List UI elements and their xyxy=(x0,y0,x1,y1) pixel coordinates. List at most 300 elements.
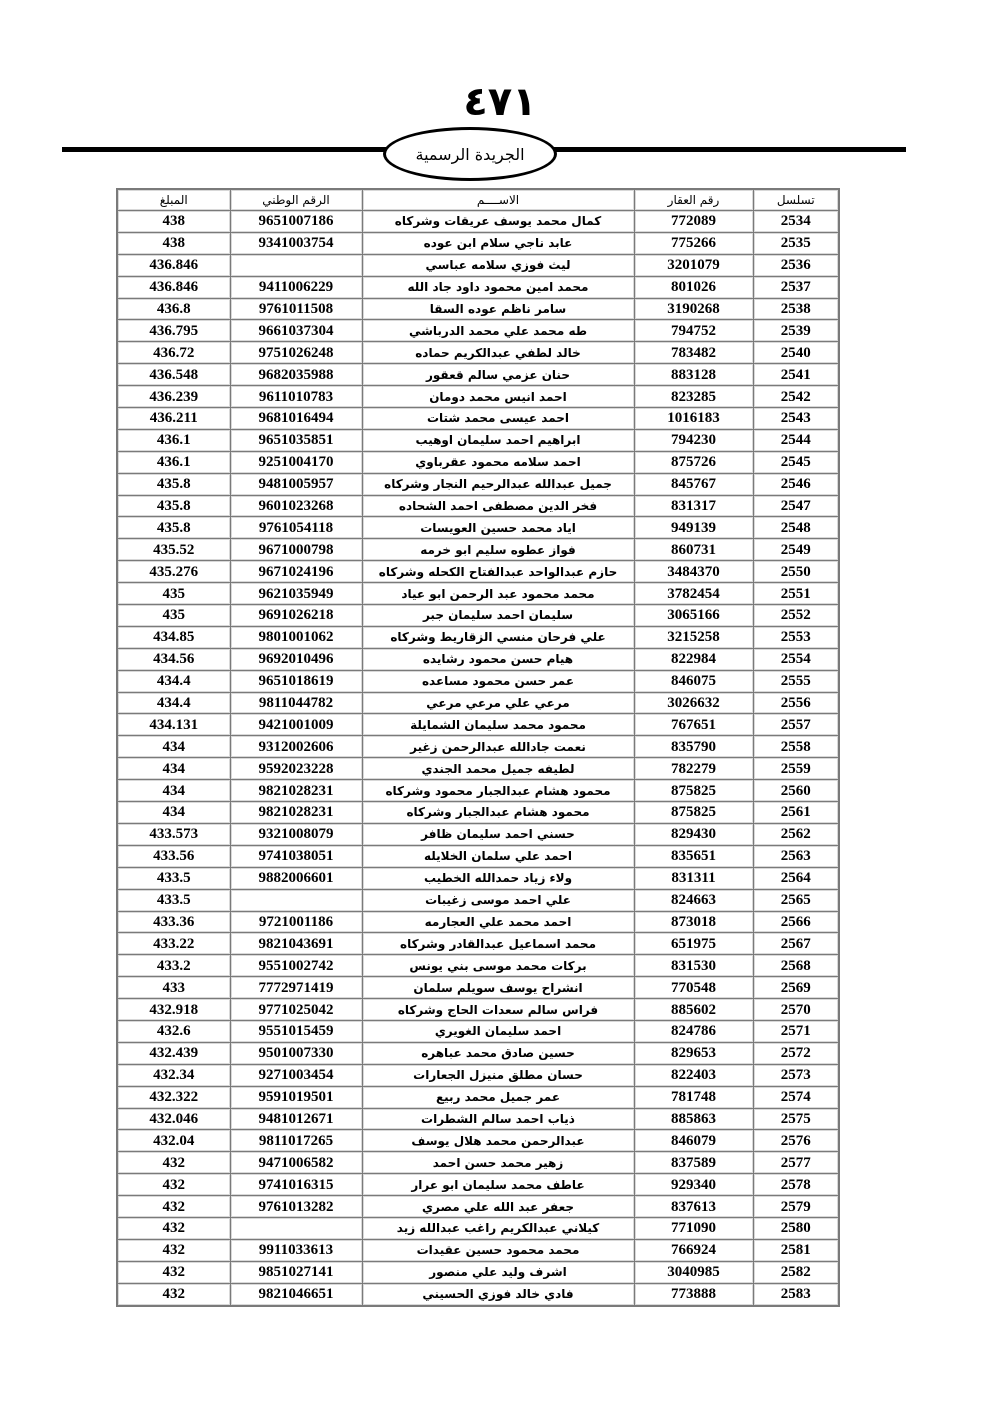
cell-name: اياد محمد حسين العويسات xyxy=(362,517,634,539)
table-row xyxy=(117,736,839,758)
cell-serial: 2549 xyxy=(753,539,839,561)
cell-national-id: 9741016315 xyxy=(230,1174,362,1196)
cell-serial: 2543 xyxy=(753,408,839,430)
cell-amount: 435.8 xyxy=(117,517,230,539)
cell-amount: 433.2 xyxy=(117,955,230,977)
table-row xyxy=(117,408,839,430)
cell-national-id: 9501007330 xyxy=(230,1042,362,1064)
table-row xyxy=(117,1086,839,1108)
cell-national-id: 9651035851 xyxy=(230,429,362,451)
cell-amount: 435.276 xyxy=(117,561,230,583)
cell-national-id: 9592023228 xyxy=(230,758,362,780)
cell-amount: 433.22 xyxy=(117,933,230,955)
cell-serial: 2563 xyxy=(753,845,839,867)
table-row xyxy=(117,539,839,561)
cell-amount: 432.04 xyxy=(117,1130,230,1152)
property-ledger-table xyxy=(116,188,840,1307)
cell-national-id: 9651018619 xyxy=(230,670,362,692)
cell-amount: 433.56 xyxy=(117,845,230,867)
cell-serial: 2538 xyxy=(753,298,839,320)
cell-name: كيلاني عبدالكريم راغب عبدالله زيد xyxy=(362,1217,634,1239)
table-row xyxy=(117,429,839,451)
cell-property-no: 835651 xyxy=(634,845,753,867)
cell-amount: 435.52 xyxy=(117,539,230,561)
cell-amount: 432 xyxy=(117,1283,230,1305)
table-row xyxy=(117,561,839,583)
cell-serial: 2554 xyxy=(753,648,839,670)
cell-name: زهير محمد حسن احمد xyxy=(362,1152,634,1174)
cell-amount: 436.239 xyxy=(117,386,230,408)
cell-national-id: 9611010783 xyxy=(230,386,362,408)
cell-property-no: 949139 xyxy=(634,517,753,539)
table-row xyxy=(117,1239,839,1261)
cell-national-id: 9741038051 xyxy=(230,845,362,867)
cell-serial: 2583 xyxy=(753,1283,839,1305)
cell-amount: 434.4 xyxy=(117,670,230,692)
cell-property-no: 822984 xyxy=(634,648,753,670)
cell-amount: 436.846 xyxy=(117,276,230,298)
cell-national-id: 9821046651 xyxy=(230,1283,362,1305)
cell-serial: 2575 xyxy=(753,1108,839,1130)
cell-property-no: 875825 xyxy=(634,780,753,802)
cell-national-id: 9811044782 xyxy=(230,692,362,714)
cell-national-id: 7772971419 xyxy=(230,977,362,999)
cell-name: ذياب احمد سالم الشطرات xyxy=(362,1108,634,1130)
cell-serial: 2569 xyxy=(753,977,839,999)
cell-property-no: 875726 xyxy=(634,451,753,473)
table-row xyxy=(117,977,839,999)
cell-name: مرعي علي مرعي مرعي xyxy=(362,692,634,714)
cell-serial: 2539 xyxy=(753,320,839,342)
cell-name: طه محمد علي محمد الدرباشي xyxy=(362,320,634,342)
cell-amount: 434 xyxy=(117,758,230,780)
cell-national-id: 9821028231 xyxy=(230,780,362,802)
cell-property-no: 837613 xyxy=(634,1196,753,1218)
cell-property-no: 873018 xyxy=(634,911,753,933)
table-row xyxy=(117,867,839,889)
cell-amount: 434 xyxy=(117,736,230,758)
cell-serial: 2574 xyxy=(753,1086,839,1108)
table-row xyxy=(117,451,839,473)
cell-name: لطيفه جميل محمد الجندي xyxy=(362,758,634,780)
cell-serial: 2545 xyxy=(753,451,839,473)
cell-name: ليث فوزي سلامه عباسي xyxy=(362,254,634,276)
cell-property-no: 781748 xyxy=(634,1086,753,1108)
cell-property-no: 770548 xyxy=(634,977,753,999)
cell-serial: 2565 xyxy=(753,889,839,911)
cell-amount: 433.5 xyxy=(117,889,230,911)
header-national-id: الرقم الوطني xyxy=(230,189,362,211)
cell-national-id: 9481005957 xyxy=(230,473,362,495)
cell-serial: 2564 xyxy=(753,867,839,889)
cell-national-id: 9761054118 xyxy=(230,517,362,539)
cell-property-no: 775266 xyxy=(634,232,753,254)
cell-amount: 434.56 xyxy=(117,648,230,670)
cell-serial: 2536 xyxy=(753,254,839,276)
cell-national-id: 9882006601 xyxy=(230,867,362,889)
table-row xyxy=(117,933,839,955)
cell-property-no: 794230 xyxy=(634,429,753,451)
cell-name: عابد ناجي سلام ابن عوده xyxy=(362,232,634,254)
cell-amount: 436.548 xyxy=(117,364,230,386)
cell-name: عمر جميل محمد ربيع xyxy=(362,1086,634,1108)
cell-serial: 2573 xyxy=(753,1064,839,1086)
cell-name: حسان مطلق منيزل الجعارات xyxy=(362,1064,634,1086)
cell-name: عمر حسن محمود مساعده xyxy=(362,670,634,692)
cell-property-no: 783482 xyxy=(634,342,753,364)
cell-serial: 2570 xyxy=(753,999,839,1021)
cell-property-no: 837589 xyxy=(634,1152,753,1174)
cell-amount: 434 xyxy=(117,780,230,802)
cell-serial: 2581 xyxy=(753,1239,839,1261)
cell-property-no: 831317 xyxy=(634,495,753,517)
cell-property-no: 829430 xyxy=(634,823,753,845)
cell-property-no: 824663 xyxy=(634,889,753,911)
cell-name: انشراح يوسف سويلم سلمان xyxy=(362,977,634,999)
cell-serial: 2559 xyxy=(753,758,839,780)
cell-national-id: 9312002606 xyxy=(230,736,362,758)
cell-name: محمد محمود حسين عقيدات xyxy=(362,1239,634,1261)
cell-serial: 2558 xyxy=(753,736,839,758)
cell-amount: 434.85 xyxy=(117,626,230,648)
cell-amount: 436.1 xyxy=(117,429,230,451)
cell-national-id: 9671024196 xyxy=(230,561,362,583)
cell-national-id: 9761011508 xyxy=(230,298,362,320)
table-row xyxy=(117,1108,839,1130)
cell-amount: 436.72 xyxy=(117,342,230,364)
header-property-no: رقم العقار xyxy=(634,189,753,211)
cell-property-no: 1016183 xyxy=(634,408,753,430)
cell-name: فواز عطوه سليم ابو خرمه xyxy=(362,539,634,561)
cell-amount: 434.131 xyxy=(117,714,230,736)
table-row xyxy=(117,364,839,386)
cell-amount: 433.573 xyxy=(117,823,230,845)
cell-national-id: 9661037304 xyxy=(230,320,362,342)
cell-serial: 2571 xyxy=(753,1020,839,1042)
cell-serial: 2551 xyxy=(753,583,839,605)
cell-amount: 433.5 xyxy=(117,867,230,889)
cell-property-no: 3190268 xyxy=(634,298,753,320)
cell-national-id: 9251004170 xyxy=(230,451,362,473)
cell-serial: 2562 xyxy=(753,823,839,845)
cell-serial: 2577 xyxy=(753,1152,839,1174)
cell-amount: 432.6 xyxy=(117,1020,230,1042)
cell-amount: 432 xyxy=(117,1261,230,1283)
cell-serial: 2546 xyxy=(753,473,839,495)
table-row xyxy=(117,1196,839,1218)
cell-national-id: 9621035949 xyxy=(230,583,362,605)
table-row xyxy=(117,911,839,933)
cell-national-id: 9321008079 xyxy=(230,823,362,845)
table-row xyxy=(117,1217,839,1239)
cell-national-id: 9821043691 xyxy=(230,933,362,955)
cell-name: كمال محمد يوسف عريقات وشركاه xyxy=(362,211,634,233)
cell-amount: 433.36 xyxy=(117,911,230,933)
table-row xyxy=(117,648,839,670)
cell-property-no: 767651 xyxy=(634,714,753,736)
cell-amount: 432.322 xyxy=(117,1086,230,1108)
table-row xyxy=(117,626,839,648)
cell-property-no: 845767 xyxy=(634,473,753,495)
cell-name: هيام حسن محمود رشايده xyxy=(362,648,634,670)
cell-serial: 2561 xyxy=(753,802,839,824)
cell-national-id: 9911033613 xyxy=(230,1239,362,1261)
cell-name: جعفر عبد الله علي مصري xyxy=(362,1196,634,1218)
cell-serial: 2541 xyxy=(753,364,839,386)
table-row xyxy=(117,298,839,320)
cell-property-no: 875825 xyxy=(634,802,753,824)
table-row xyxy=(117,1152,839,1174)
cell-national-id: 9551015459 xyxy=(230,1020,362,1042)
cell-name: خالد لطفي عبدالكريم حماده xyxy=(362,342,634,364)
cell-serial: 2582 xyxy=(753,1261,839,1283)
table-row xyxy=(117,342,839,364)
cell-amount: 432.34 xyxy=(117,1064,230,1086)
header-amount: المبلغ xyxy=(117,189,230,211)
cell-national-id xyxy=(230,1217,362,1239)
cell-property-no: 801026 xyxy=(634,276,753,298)
cell-property-no: 3026632 xyxy=(634,692,753,714)
cell-serial: 2542 xyxy=(753,386,839,408)
cell-serial: 2572 xyxy=(753,1042,839,1064)
table-row xyxy=(117,714,839,736)
cell-amount: 432 xyxy=(117,1239,230,1261)
cell-amount: 436.211 xyxy=(117,408,230,430)
cell-property-no: 766924 xyxy=(634,1239,753,1261)
cell-serial: 2555 xyxy=(753,670,839,692)
table-row xyxy=(117,1261,839,1283)
table-row xyxy=(117,211,839,233)
cell-serial: 2580 xyxy=(753,1217,839,1239)
cell-national-id: 9851027141 xyxy=(230,1261,362,1283)
cell-serial: 2579 xyxy=(753,1196,839,1218)
cell-property-no: 3201079 xyxy=(634,254,753,276)
cell-serial: 2566 xyxy=(753,911,839,933)
cell-serial: 2535 xyxy=(753,232,839,254)
gazette-title: الجريدة الرسمية xyxy=(415,144,525,164)
table-row xyxy=(117,802,839,824)
cell-name: محمود هشام عبدالجبار محمود وشركاه xyxy=(362,780,634,802)
cell-property-no: 782279 xyxy=(634,758,753,780)
header-serial: تسلسل xyxy=(753,189,839,211)
cell-property-no: 885602 xyxy=(634,999,753,1021)
cell-amount: 434 xyxy=(117,802,230,824)
cell-name: محمود هشام عبدالجبار وشركاه xyxy=(362,802,634,824)
cell-amount: 432 xyxy=(117,1152,230,1174)
cell-property-no: 773888 xyxy=(634,1283,753,1305)
cell-national-id: 9421001009 xyxy=(230,714,362,736)
table-row xyxy=(117,232,839,254)
table-row xyxy=(117,320,839,342)
cell-property-no: 929340 xyxy=(634,1174,753,1196)
table-row xyxy=(117,386,839,408)
cell-property-no: 860731 xyxy=(634,539,753,561)
cell-serial: 2560 xyxy=(753,780,839,802)
cell-name: محمد اسماعيل عبدالقادر وشركاه xyxy=(362,933,634,955)
cell-amount: 435.8 xyxy=(117,473,230,495)
cell-property-no: 835790 xyxy=(634,736,753,758)
cell-name: عاطف محمد سليمان ابو عرار xyxy=(362,1174,634,1196)
cell-serial: 2578 xyxy=(753,1174,839,1196)
cell-name: علي فرحان منسي الزقاريط وشركاه xyxy=(362,626,634,648)
cell-national-id: 9591019501 xyxy=(230,1086,362,1108)
cell-amount: 436.795 xyxy=(117,320,230,342)
cell-name: فخر الدين مصطفى احمد الشحاده xyxy=(362,495,634,517)
table-row xyxy=(117,1020,839,1042)
cell-property-no: 824786 xyxy=(634,1020,753,1042)
cell-name: نعمت جادالله عبدالرحمن زغير xyxy=(362,736,634,758)
cell-serial: 2534 xyxy=(753,211,839,233)
cell-national-id: 9271003454 xyxy=(230,1064,362,1086)
cell-property-no: 3065166 xyxy=(634,605,753,627)
cell-property-no: 771090 xyxy=(634,1217,753,1239)
cell-amount: 436.846 xyxy=(117,254,230,276)
cell-amount: 438 xyxy=(117,211,230,233)
cell-property-no: 823285 xyxy=(634,386,753,408)
cell-name: احمد سلامه محمود عقرباوي xyxy=(362,451,634,473)
table-row xyxy=(117,1064,839,1086)
table-row xyxy=(117,758,839,780)
table-row xyxy=(117,889,839,911)
table-row xyxy=(117,495,839,517)
cell-serial: 2552 xyxy=(753,605,839,627)
cell-national-id xyxy=(230,254,362,276)
cell-national-id: 9551002742 xyxy=(230,955,362,977)
table-row xyxy=(117,845,839,867)
cell-national-id: 9821028231 xyxy=(230,802,362,824)
table-row xyxy=(117,605,839,627)
cell-amount: 433 xyxy=(117,977,230,999)
cell-name: احمد سليمان الغويري xyxy=(362,1020,634,1042)
cell-national-id: 9771025042 xyxy=(230,999,362,1021)
cell-serial: 2567 xyxy=(753,933,839,955)
cell-serial: 2547 xyxy=(753,495,839,517)
cell-property-no: 3484370 xyxy=(634,561,753,583)
cell-name: احمد علي سلمان الخلايله xyxy=(362,845,634,867)
table-row xyxy=(117,517,839,539)
cell-national-id: 9751026248 xyxy=(230,342,362,364)
cell-name: فادي خالد فوزي الحسيني xyxy=(362,1283,634,1305)
cell-name: حسني احمد سليمان ظافر xyxy=(362,823,634,845)
cell-serial: 2557 xyxy=(753,714,839,736)
cell-name: ابراهيم احمد سليمان اوهيب xyxy=(362,429,634,451)
cell-property-no: 772089 xyxy=(634,211,753,233)
cell-name: احمد انيس محمد دومان xyxy=(362,386,634,408)
table-row xyxy=(117,276,839,298)
cell-amount: 432 xyxy=(117,1174,230,1196)
table-body xyxy=(117,211,839,1306)
cell-amount: 432.046 xyxy=(117,1108,230,1130)
cell-national-id: 9481012671 xyxy=(230,1108,362,1130)
cell-name: محمد امين محمود داود جاد الله xyxy=(362,276,634,298)
table-row xyxy=(117,1283,839,1305)
cell-amount: 432.918 xyxy=(117,999,230,1021)
page-number: ٤٧١ xyxy=(463,79,537,125)
cell-name: محمد محمود عبد الرحمن ابو عياد xyxy=(362,583,634,605)
cell-name: فراس سالم سعدات الحاج وشركاه xyxy=(362,999,634,1021)
cell-national-id: 9682035988 xyxy=(230,364,362,386)
cell-serial: 2550 xyxy=(753,561,839,583)
cell-serial: 2556 xyxy=(753,692,839,714)
header-name: الاســــم xyxy=(362,189,634,211)
cell-national-id: 9651007186 xyxy=(230,211,362,233)
table-row xyxy=(117,1130,839,1152)
cell-amount: 436.1 xyxy=(117,451,230,473)
table-header-row xyxy=(117,189,839,211)
table-row xyxy=(117,692,839,714)
cell-serial: 2544 xyxy=(753,429,839,451)
cell-property-no: 885863 xyxy=(634,1108,753,1130)
cell-amount: 435.8 xyxy=(117,495,230,517)
cell-amount: 435 xyxy=(117,583,230,605)
cell-serial: 2537 xyxy=(753,276,839,298)
cell-property-no: 3215258 xyxy=(634,626,753,648)
cell-national-id: 9721001186 xyxy=(230,911,362,933)
cell-name: بركات محمد موسى بني يونس xyxy=(362,955,634,977)
cell-property-no: 883128 xyxy=(634,364,753,386)
cell-property-no: 651975 xyxy=(634,933,753,955)
cell-national-id xyxy=(230,889,362,911)
cell-national-id: 9691026218 xyxy=(230,605,362,627)
cell-name: عبدالرحمن محمد هلال يوسف xyxy=(362,1130,634,1152)
cell-name: جميل عبدالله عبدالرحيم النجار وشركاه xyxy=(362,473,634,495)
cell-national-id: 9681016494 xyxy=(230,408,362,430)
table-row xyxy=(117,254,839,276)
cell-amount: 432 xyxy=(117,1196,230,1218)
cell-amount: 438 xyxy=(117,232,230,254)
cell-property-no: 846079 xyxy=(634,1130,753,1152)
cell-property-no: 846075 xyxy=(634,670,753,692)
table-row xyxy=(117,823,839,845)
cell-serial: 2553 xyxy=(753,626,839,648)
cell-national-id: 9471006582 xyxy=(230,1152,362,1174)
cell-name: سليمان احمد سليمان جبر xyxy=(362,605,634,627)
cell-amount: 432 xyxy=(117,1217,230,1239)
table-row xyxy=(117,670,839,692)
cell-name: احمد عيسى محمد شتات xyxy=(362,408,634,430)
cell-name: ولاء زياد حمدالله الخطيب xyxy=(362,867,634,889)
cell-property-no: 3782454 xyxy=(634,583,753,605)
cell-national-id: 9671000798 xyxy=(230,539,362,561)
cell-name: حنان عزمي سالم قعقور xyxy=(362,364,634,386)
cell-property-no: 822403 xyxy=(634,1064,753,1086)
table-row xyxy=(117,583,839,605)
cell-serial: 2548 xyxy=(753,517,839,539)
cell-name: حسين صادق محمد عباهره xyxy=(362,1042,634,1064)
cell-national-id: 9801001062 xyxy=(230,626,362,648)
cell-national-id: 9601023268 xyxy=(230,495,362,517)
cell-name: علي احمد موسى زغيبات xyxy=(362,889,634,911)
cell-property-no: 794752 xyxy=(634,320,753,342)
cell-serial: 2540 xyxy=(753,342,839,364)
cell-property-no: 829653 xyxy=(634,1042,753,1064)
table-row xyxy=(117,473,839,495)
cell-national-id: 9761013282 xyxy=(230,1196,362,1218)
table-row xyxy=(117,1174,839,1196)
cell-name: سامر ناظم عوده السقا xyxy=(362,298,634,320)
table-row xyxy=(117,1042,839,1064)
cell-serial: 2568 xyxy=(753,955,839,977)
cell-property-no: 3040985 xyxy=(634,1261,753,1283)
cell-name: حازم عبدالواحد عبدالفتاح الكحله وشركاه xyxy=(362,561,634,583)
cell-amount: 432.439 xyxy=(117,1042,230,1064)
cell-amount: 434.4 xyxy=(117,692,230,714)
cell-name: اشرف وليد علي منصور xyxy=(362,1261,634,1283)
cell-amount: 435 xyxy=(117,605,230,627)
cell-national-id: 9411006229 xyxy=(230,276,362,298)
cell-serial: 2576 xyxy=(753,1130,839,1152)
cell-name: احمد محمد علي العجارمه xyxy=(362,911,634,933)
